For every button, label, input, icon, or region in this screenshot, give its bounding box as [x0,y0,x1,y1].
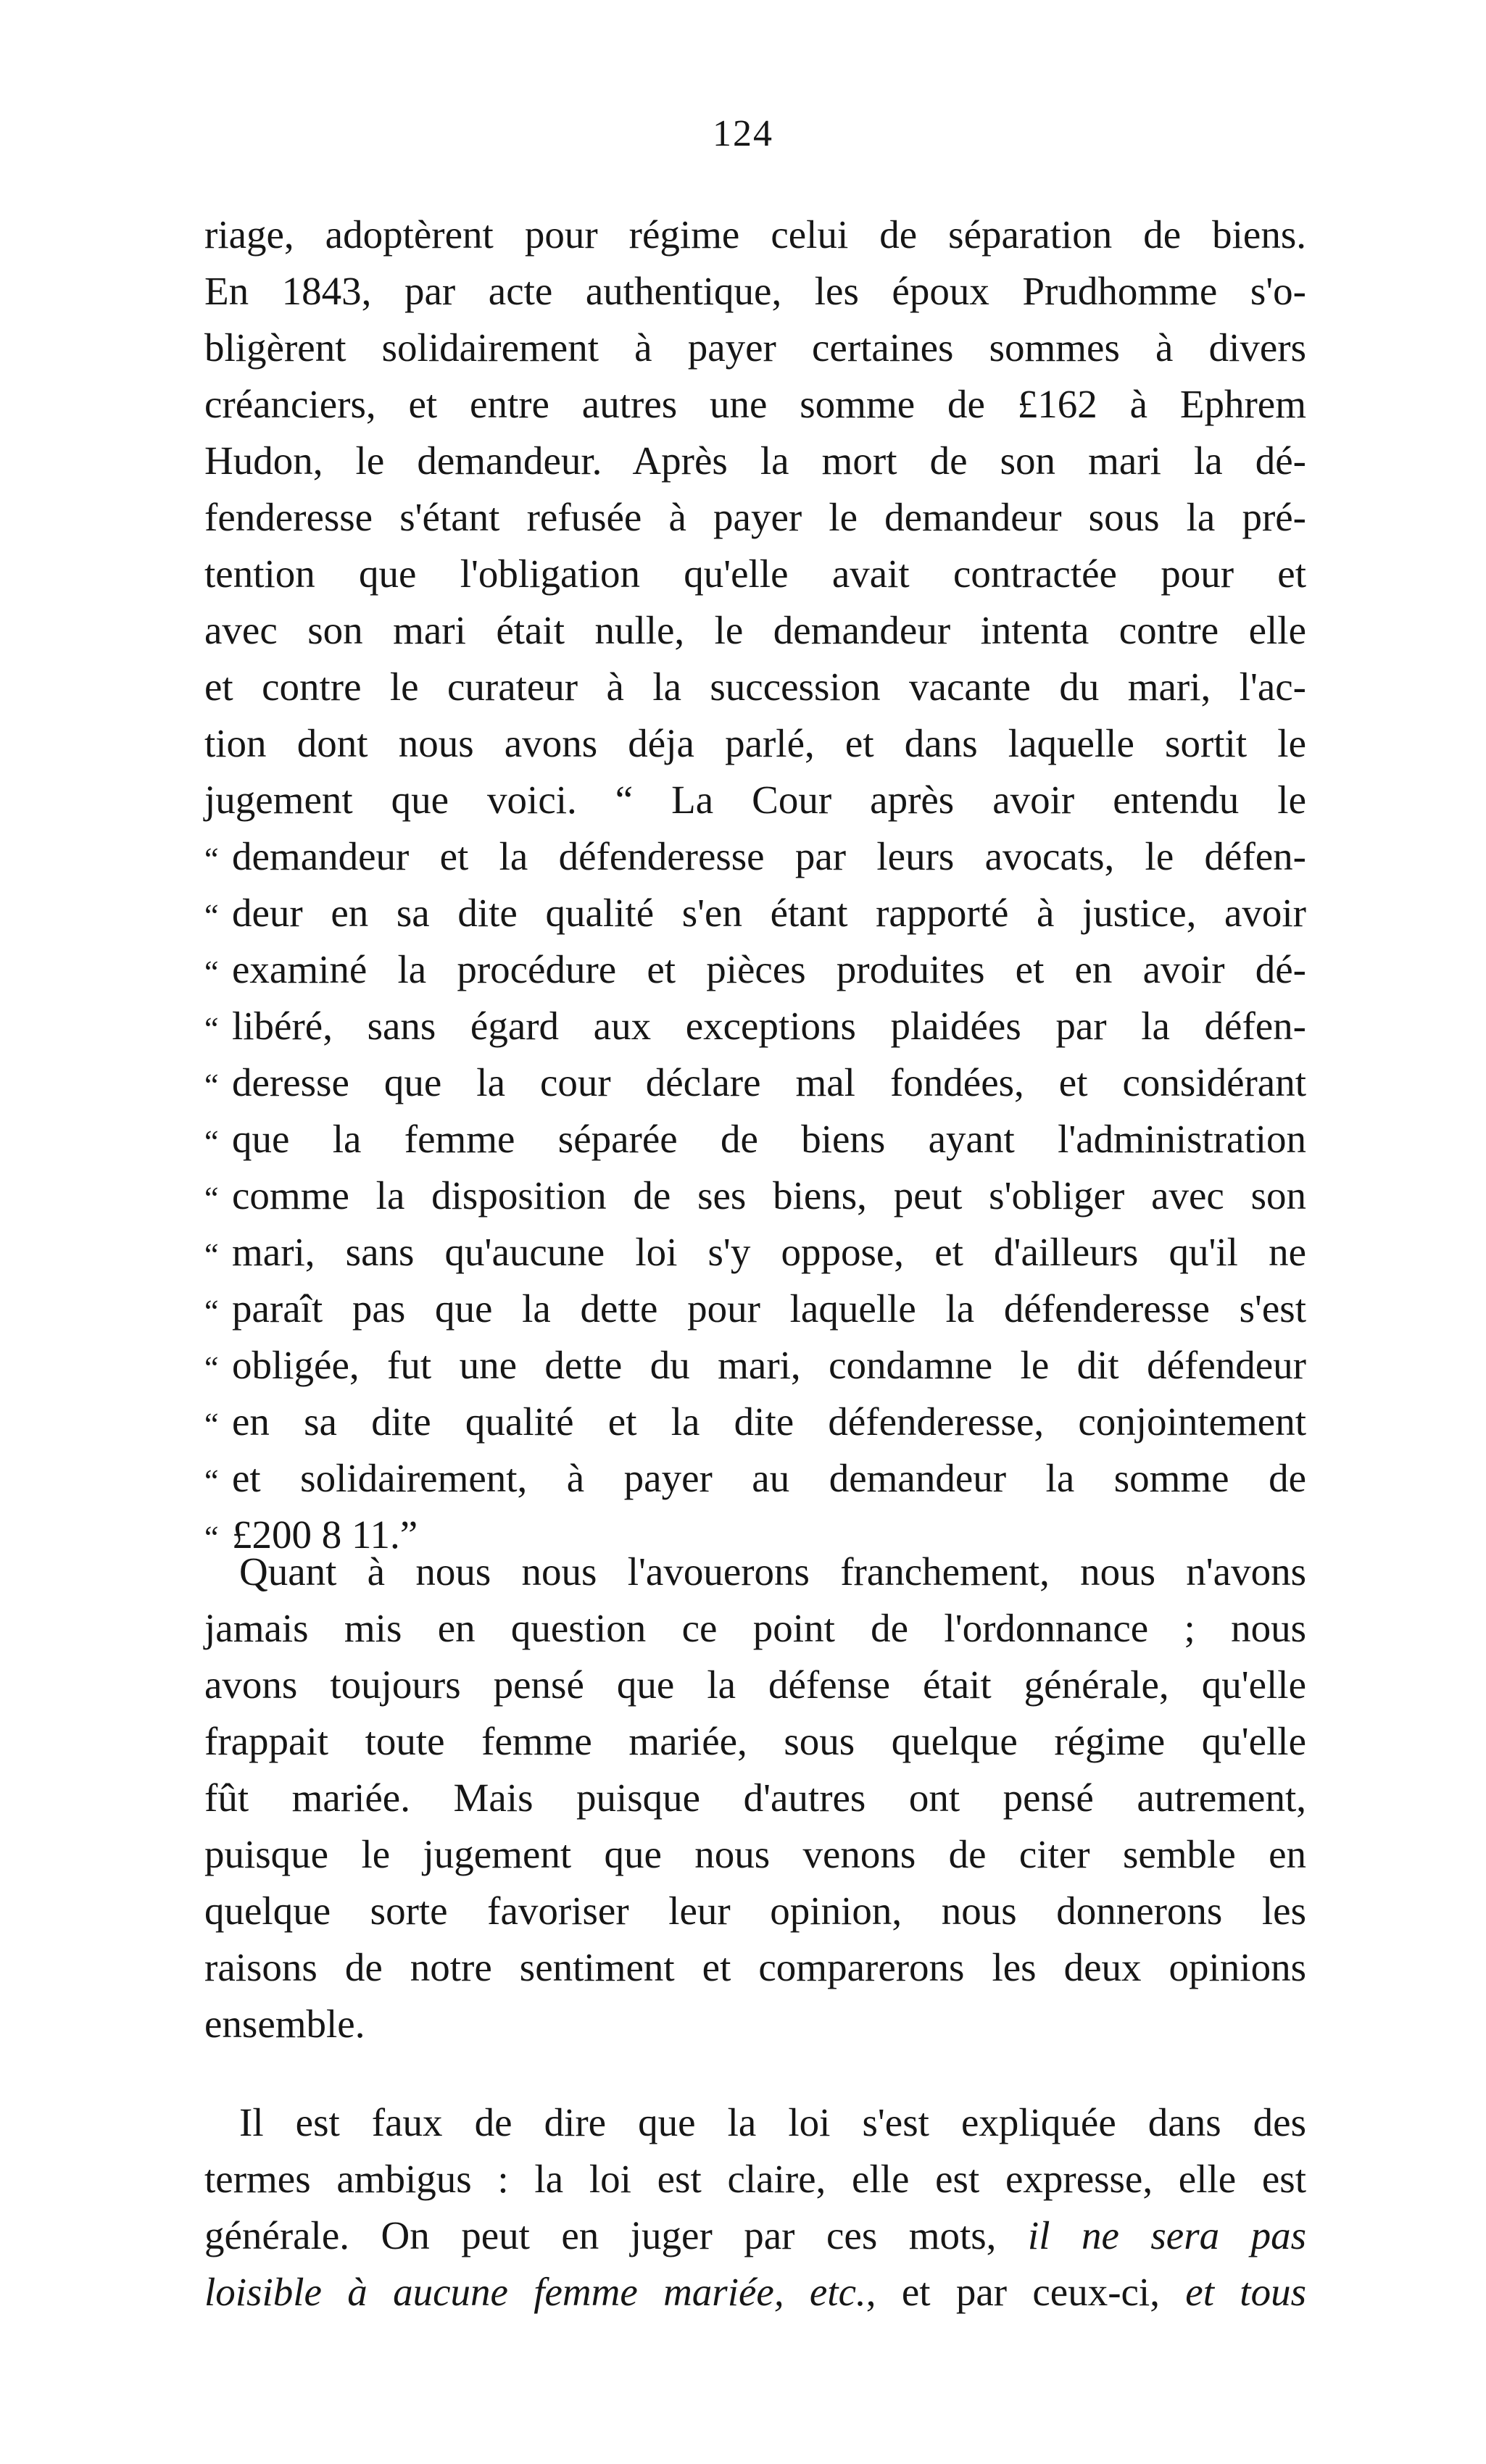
quote-mark: “ [204,1237,219,1273]
quote-text: obligée, fut une dette du mari, condamne le dit défendeur [232,1343,1306,1387]
text-line [204,2207,1306,2264]
quote-mark: “ [204,1067,219,1103]
quote-line [204,941,1306,998]
text-line: et contre le curateur à la succession vacante du mari, l'ac- [204,665,1306,709]
paragraph-law [204,2094,1306,2321]
quote-mark: “ [204,898,219,933]
quote-line [204,1337,1306,1394]
text-block-judgment [204,207,1306,1563]
text-line: jamais mis en question ce point de l'ordonnance ; nous [204,1606,1306,1650]
text-line: jugement que voici. “ La Cour après avoir entendu le [204,778,1306,822]
quote-mark: “ [204,1463,219,1499]
text-line: raisons de notre sentiment et comparerons les deux opinions [204,1945,1306,1989]
quote-text: deresse que la cour déclare mal fondées, et considérant [232,1060,1306,1104]
text-line: termes ambigus : la loi est claire, elle est expresse, elle est [204,2157,1306,2201]
text-line: Quant à nous nous l'avouerons franchement, nous n'avons [239,1549,1306,1594]
text-line: quelque sorte favoriser leur opinion, nous donnerons les [204,1889,1306,1933]
quote-mark: “ [204,1350,219,1386]
quote-mark: “ [204,1294,219,1329]
text-line: Hudon, le demandeur. Après la mort de son mari la dé- [204,438,1306,483]
quote-line [204,1450,1306,1507]
quote-mark: “ [204,1124,219,1160]
text-line: En 1843, par acte authentique, les époux Prudhomme s'o- [204,269,1306,313]
paragraph-opinion [204,1544,1306,2052]
quote-text: £200 8 11.” [232,1512,418,1557]
quote-line [204,1224,1306,1281]
page-number: 124 [713,113,773,154]
quote-mark: “ [204,1181,219,1216]
quote-line [204,998,1306,1054]
text-line: fût mariée. Mais puisque d'autres ont pensé autrement, [204,1776,1306,1820]
text-line: puisque le jugement que nous venons de citer semble en [204,1832,1306,1876]
quote-text: libéré, sans égard aux exceptions plaidées par la défen- [232,1004,1306,1048]
quote-line [204,828,1306,885]
text-line: bligèrent solidairement à payer certaines sommes à divers [204,325,1306,370]
text-line: créanciers, et entre autres une somme de £162 à Ephrem [204,382,1306,426]
quote-text: examiné la procédure et pièces produites et en avoir dé- [232,947,1306,991]
text-line: ensemble. [204,2002,365,2046]
text-line: Il est faux de dire que la loi s'est expliquée dans des [239,2100,1306,2144]
quote-mark: “ [204,954,219,990]
quote-mark: “ [204,1011,219,1046]
text-line: avons toujours pensé que la défense était générale, qu'elle [204,1662,1306,1707]
quote-text: que la femme séparée de biens ayant l'administration [232,1117,1306,1161]
quote-line [204,1054,1306,1111]
quote-line [204,1394,1306,1450]
italic-run: il ne sera pas [1027,2213,1306,2257]
italic-run: loisible à aucune femme mariée, etc. [204,2270,866,2314]
text-line: frappait toute femme mariée, sous quelque régime qu'elle [204,1719,1306,1763]
quote-text: en sa dite qualité et la dite défenderesse, conjointement [232,1399,1306,1444]
text-run: , et par ceux-ci, [866,2270,1186,2314]
text-line: tention que l'obligation qu'elle avait contractée pour et [204,552,1306,596]
text-line: avec son mari était nulle, le demandeur intenta contre elle [204,608,1306,652]
quote-line [204,885,1306,941]
quote-text: et solidairement, à payer au demandeur la somme de [232,1456,1306,1500]
quote-line [204,1168,1306,1224]
quote-mark: “ [204,1520,219,1555]
text-line: fenderesse s'étant refusée à payer le demandeur sous la pré- [204,495,1306,539]
text-line: riage, adoptèrent pour régime celui de séparation de biens. [204,212,1306,257]
text-line [204,2264,1306,2321]
quote-line [204,1111,1306,1168]
quote-line [204,1281,1306,1337]
quote-text: deur en sa dite qualité s'en étant rapporté à justice, avoir [232,891,1306,935]
italic-run: et tous [1185,2270,1306,2314]
quote-mark: “ [204,841,219,877]
quote-text: demandeur et la défenderesse par leurs avocats, le défen- [232,834,1306,878]
quote-text: paraît pas que la dette pour laquelle la défenderesse s'est [232,1286,1306,1331]
quote-text: mari, sans qu'aucune loi s'y oppose, et d'ailleurs qu'il ne [232,1230,1306,1274]
quote-text: comme la disposition de ses biens, peut s'obliger avec son [232,1173,1306,1218]
text-run: générale. On peut en juger par ces mots, [204,2213,1028,2257]
quote-mark: “ [204,1407,219,1442]
text-line: tion dont nous avons déja parlé, et dans laquelle sortit le [204,721,1306,765]
